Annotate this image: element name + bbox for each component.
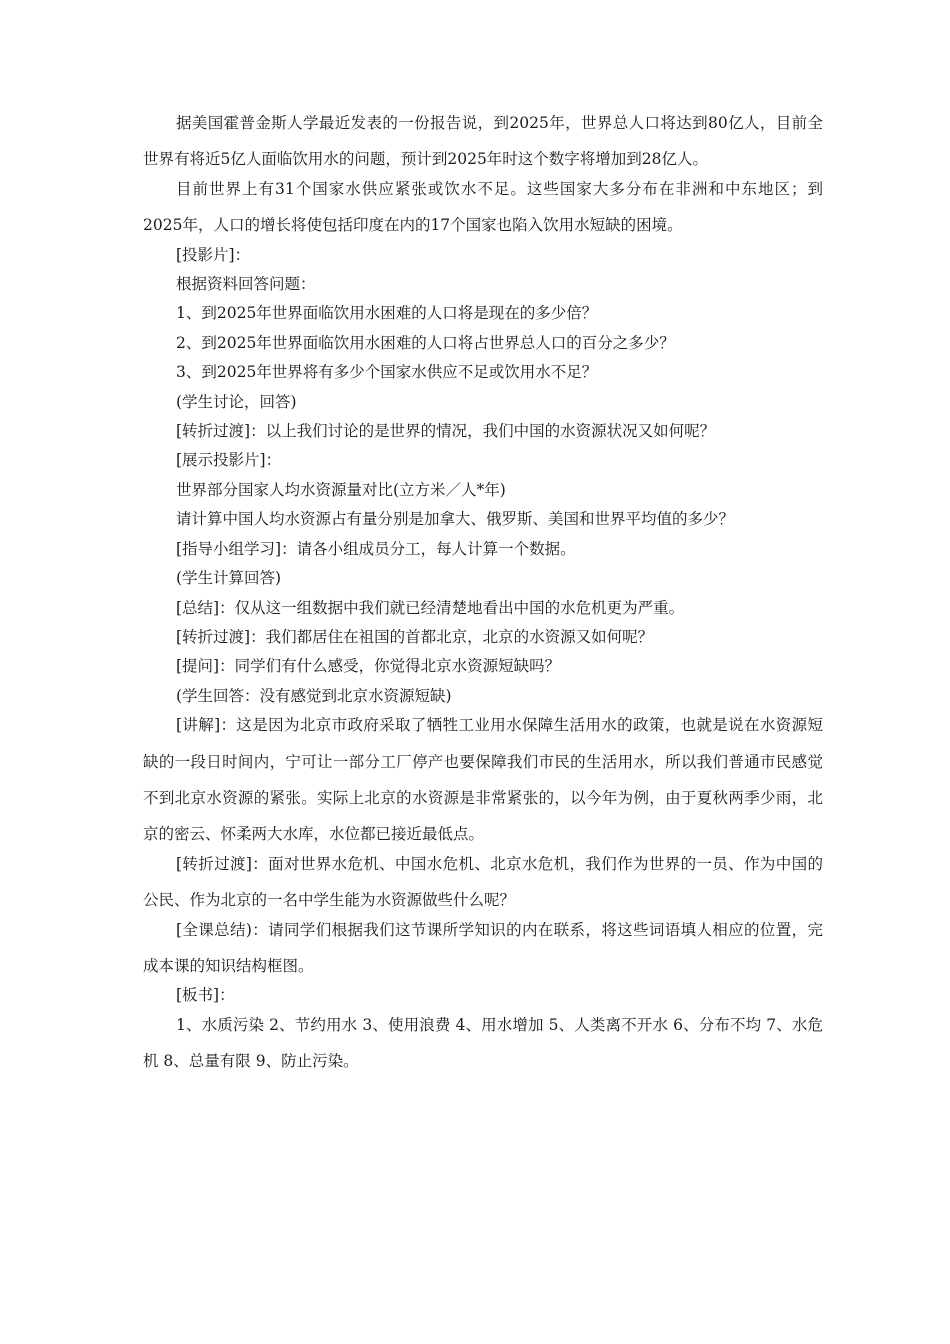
paragraph-water-shortage-countries: 目前世界上有31个国家水供应紧张或饮水不足。这些国家大多分布在非洲和中东地区；到2025年，人口的增长将使包括印度在内的17个国家也陷入饮用水短缺的困境。: [143, 179, 823, 235]
paragraph-student-calculation: (学生计算回答): [176, 569, 282, 588]
paragraph-student-discussion: (学生讨论，回答): [176, 392, 297, 411]
paragraph-transition-beijing: [转折过渡]：我们都居住在祖国的首都北京，北京的水资源又如何呢？: [176, 627, 654, 646]
paragraph-blackboard-heading: [板书]：: [176, 986, 235, 1005]
paragraph-slide-heading: [投影片]：: [176, 245, 251, 264]
document-body: [143, 112, 823, 1079]
paragraph-summary: [总结]：仅从这一组数据中我们就已经清楚地看出中国的水危机更为严重。: [176, 598, 685, 617]
paragraph-blackboard-terms: 1、水质污染 2、节约用水 3、使用浪费 4、用水增加 5、人类离不开水 6、分布不均 7、水危机 8、总量有限 9、防止污染。: [143, 1015, 823, 1071]
paragraph-calculation-task: 请计算中国人均水资源占有量分别是加拿大、俄罗斯、美国和世界平均值的多少？: [176, 510, 735, 529]
paragraph-group-study: [指导小组学习]：请各小组成员分工，每人计算一个数据。: [176, 539, 576, 558]
paragraph-transition-china: [转折过渡]：以上我们讨论的是世界的情况，我们中国的水资源状况又如何呢？: [176, 422, 716, 441]
paragraph-explanation: [讲解]：这是因为北京市政府采取了牺牲工业用水保障生活用水的政策，也就是说在水资源短缺的一段日时间内，宁可让一部分工厂停产也要保障我们市民的生活用水，所以我们普通市民感觉不到北京水资源的紧张。实际上北京的水资源是非常紧张的，以今年为例，由于夏秋两季少雨，北京的密云、怀柔两大水库，水位都已接近最低点。: [143, 716, 823, 844]
question-item-2: 2、到2025年世界面临饮用水困难的人口将占世界总人口的百分之多少？: [176, 333, 675, 352]
paragraph-answer-prompt: 根据资料回答问题：: [176, 275, 316, 294]
paragraph-population-report: 据美国霍普金斯人学最近发表的一份报告说，到2025年，世界总人口将达到80亿人，目前全世界有将近5亿人面临饮用水的问题，预计到2025年时这个数字将增加到28亿人。: [143, 114, 823, 169]
paragraph-comparison-title: 世界部分国家人均水资源量对比(立方米／人*年): [176, 480, 506, 499]
paragraph-lesson-summary: [全课总结)：请同学们根据我们这节课所学知识的内在联系，将这些词语填人相应的位置，完成本课的知识结构框图。: [143, 920, 823, 975]
paragraph-show-slide: [展示投影片]：: [176, 451, 282, 470]
paragraph-transition-action: [转折过渡]：面对世界水危机、中国水危机、北京水危机，我们作为世界的一员、作为中国的公民、作为北京的一名中学生能为水资源做些什么呢？: [143, 854, 823, 910]
paragraph-student-answer: (学生回答：没有感觉到北京水资源短缺): [176, 686, 452, 705]
paragraph-question: [提问]：同学们有什么感受，你觉得北京水资源短缺吗？: [176, 657, 561, 676]
question-item-3: 3、到2025年世界将有多少个国家水供应不足或饮用水不足？: [176, 363, 598, 382]
question-item-1: 1、到2025年世界面临饮用水困难的人口将是现在的多少倍？: [176, 304, 598, 323]
